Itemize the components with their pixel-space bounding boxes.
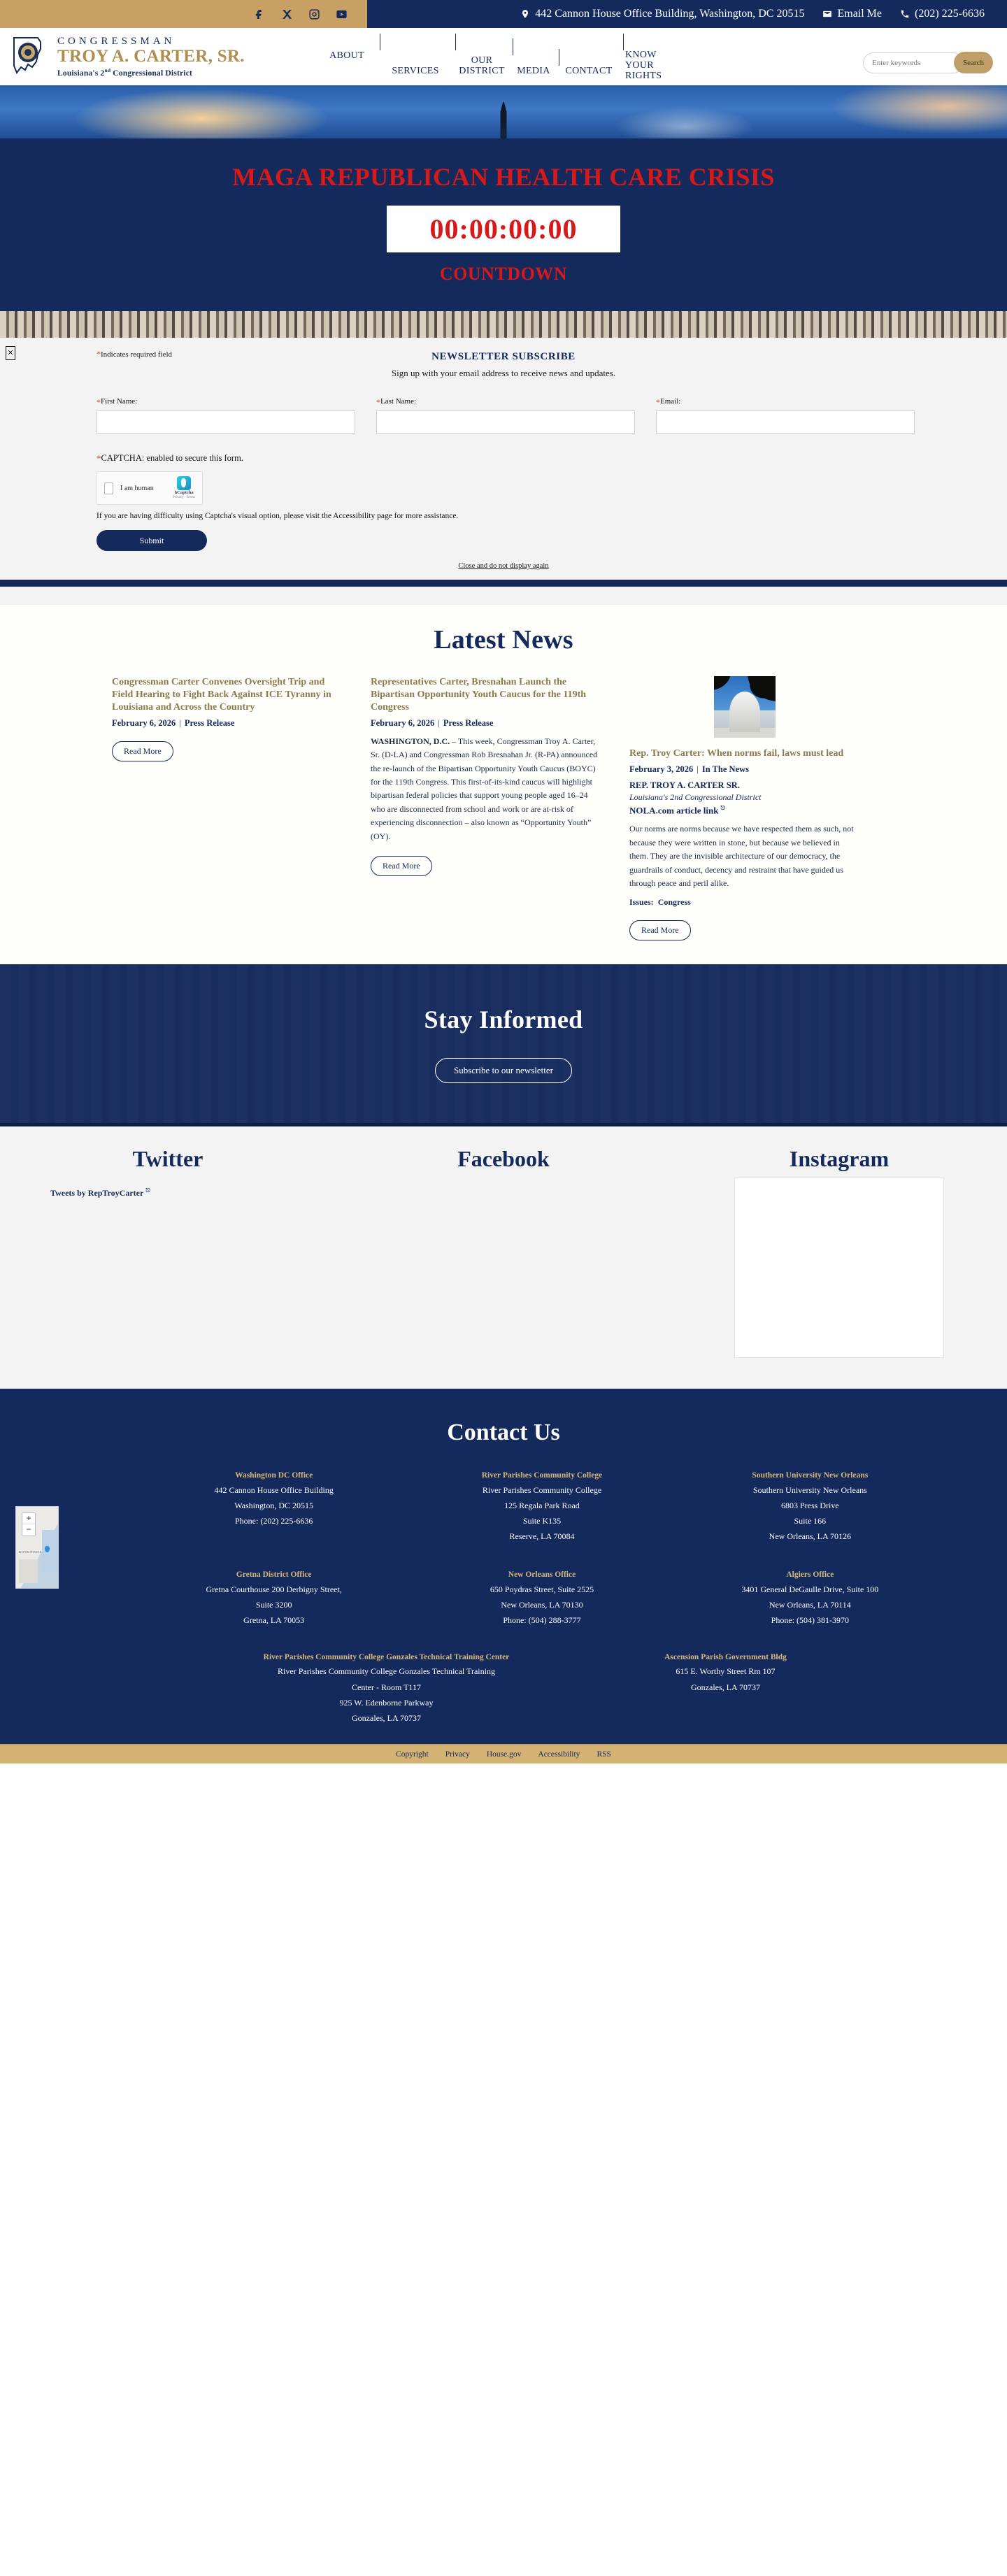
first-name-field-group <box>97 397 355 434</box>
last-name-input[interactable] <box>376 410 635 434</box>
office-name: Washington DC Office <box>235 1471 313 1480</box>
office-card <box>140 1470 408 1544</box>
countdown-banner <box>0 138 1007 311</box>
office-card <box>408 1470 676 1544</box>
phone-icon <box>900 9 910 19</box>
hcaptcha-checkbox[interactable] <box>104 482 113 494</box>
office-line: 615 E. Worthy Street Rm 107 <box>676 1666 776 1677</box>
office-line: 925 W. Edenborne Parkway <box>339 1697 434 1708</box>
offices-grid <box>63 1470 944 1628</box>
search-button[interactable]: Search <box>954 52 993 73</box>
office-line: River Parishes Community College Gonzales Technical Training <box>278 1666 495 1677</box>
newsletter-subscribe-panel <box>0 338 1007 605</box>
nav-label-about: ABOUT <box>329 50 364 61</box>
twitter-feed-title: Twitter <box>132 1146 203 1172</box>
required-star: * <box>97 397 101 407</box>
envelope-icon <box>822 9 832 19</box>
footer-legal-bar <box>0 1744 1007 1763</box>
captcha-label <box>97 453 1007 464</box>
x-twitter-icon[interactable] <box>281 8 293 20</box>
countdown-subtitle: COUNTDOWN <box>439 264 568 284</box>
search-input[interactable] <box>863 52 964 73</box>
office-line: Gonzales, LA 70737 <box>691 1682 760 1692</box>
first-name-input[interactable] <box>97 410 355 434</box>
office-line: 650 Poydras Street, Suite 2525 <box>490 1584 594 1594</box>
office-line: Suite 3200 <box>255 1599 292 1610</box>
top-utility-bar <box>0 0 1007 28</box>
twitter-feed-column <box>0 1146 336 1358</box>
news-category: In The News <box>701 764 749 774</box>
map-region <box>19 1559 38 1584</box>
capitol-dome-thumbnail[interactable] <box>714 676 776 738</box>
map-pin-icon <box>520 9 530 19</box>
nav-label-media: MEDIA <box>517 65 550 76</box>
nav-item-services[interactable] <box>378 66 453 76</box>
facebook-feed-column <box>336 1146 671 1358</box>
nav-item-know-your-rights[interactable] <box>621 50 681 81</box>
office-line: Reserve, LA 70084 <box>509 1531 575 1542</box>
captcha-help-text: If you are having difficulty using Captcha's visual option, please visit the Accessibility page for more assistance. <box>97 512 459 520</box>
section-divider <box>0 580 1007 587</box>
nav-label-know-your-rights: KNOW YOUR RIGHTS <box>625 49 662 81</box>
office-line: New Orleans, LA 70114 <box>769 1599 851 1610</box>
washington-monument-silhouette <box>501 102 507 138</box>
office-name: Gretna District Office <box>236 1570 312 1580</box>
site-search <box>863 52 993 73</box>
youtube-icon[interactable] <box>336 8 348 20</box>
read-more-button[interactable]: Read More <box>629 920 691 940</box>
map-zoom-controls <box>22 1512 36 1536</box>
nav-separator <box>455 34 456 50</box>
required-star: * <box>376 397 380 407</box>
external-link-icon: ⎋ <box>720 804 725 811</box>
email-me-link[interactable] <box>822 8 882 20</box>
subscribe-newsletter-button[interactable]: Subscribe to our newsletter <box>435 1058 572 1083</box>
news-date: February 3, 2026 <box>629 764 694 774</box>
instagram-embed-frame[interactable] <box>734 1178 944 1358</box>
news-headline[interactable]: Rep. Troy Carter: When norms fail, laws must lead <box>629 748 844 759</box>
office-name: New Orleans Office <box>508 1570 576 1580</box>
office-line: Washington, DC 20515 <box>234 1500 314 1510</box>
office-line: Center - Room T117 <box>352 1682 421 1692</box>
office-card <box>556 1652 895 1726</box>
office-name: Ascension Parish Government Bldg <box>664 1653 787 1662</box>
required-field-text: Indicates required field <box>101 350 173 359</box>
news-body <box>371 735 601 844</box>
news-body: Our norms are norms because we have respected them as such, not because they were written in stone, but because we believed in them. They are the invisible architecture of our democracy, the guardrails of conduct, decency and restraint that have guided us through peace and peril alike. <box>629 824 854 888</box>
office-line: New Orleans, LA 70130 <box>501 1599 583 1610</box>
contact-utility-info <box>367 0 1007 28</box>
hcaptcha-brand-name: hCaptcha <box>174 490 194 496</box>
news-card <box>371 676 629 940</box>
office-line: Phone: (504) 288-3777 <box>503 1615 581 1626</box>
newsletter-heading: NEWSLETTER SUBSCRIBE <box>431 351 576 362</box>
footer-link-rss[interactable]: RSS <box>597 1750 611 1759</box>
news-dateline: WASHINGTON, D.C. <box>371 736 450 746</box>
required-star: * <box>656 397 660 407</box>
instagram-feed-column <box>671 1146 1007 1358</box>
office-line: River Parishes Community College <box>482 1484 602 1495</box>
nav-item-media[interactable] <box>510 66 557 76</box>
facebook-icon[interactable] <box>254 8 266 20</box>
countdown-timer: 00:00:00:00 <box>387 206 621 252</box>
office-line: Gonzales, LA 70737 <box>352 1713 421 1724</box>
last-name-field-group <box>376 397 635 434</box>
first-name-label: *First Name: <box>97 397 138 407</box>
contact-title: Contact Us <box>447 1419 560 1446</box>
louisiana-seal-icon <box>10 34 52 80</box>
office-name: Southern University New Orleans <box>752 1471 869 1480</box>
nav-item-about[interactable] <box>316 50 378 61</box>
news-author-district: Louisiana's 2nd Congressional District <box>629 792 762 802</box>
hcaptcha-branding <box>173 476 195 499</box>
news-card <box>629 676 888 940</box>
news-body-text: – This week, Congressman Troy A. Carter, Sr. (D-LA) and Congressman Rob Bresnahan Jr. (R-PA) announced the re-launch of the Bipartisan Opportunity Youth Caucus (BOYC) for the 119th Congress. This first-of-its-kind caucus will highlight bipartisan federal policies that support young people aged 16–24 who are disconnected from school and work or are at-risk of experiencing disconnection – also known as “Opportunity Youth” (OY). <box>371 736 598 841</box>
latest-news-section <box>0 605 1007 964</box>
email-input[interactable] <box>656 410 915 434</box>
office-card <box>217 1652 556 1726</box>
news-meta: February 6, 2026 | Press Release <box>371 717 494 728</box>
nav-item-our-district[interactable] <box>453 55 510 76</box>
social-feeds-section <box>0 1126 1007 1389</box>
office-line: Phone: (202) 225-6636 <box>235 1516 313 1526</box>
facebook-feed-title: Facebook <box>457 1146 550 1172</box>
news-meta: February 6, 2026 | Press Release <box>112 717 235 728</box>
instagram-feed-title: Instagram <box>789 1146 890 1172</box>
offices-grid-row3 <box>112 1652 895 1726</box>
close-icon[interactable]: ✕ <box>6 346 15 360</box>
news-date: February 6, 2026 <box>112 717 176 728</box>
office-line: Phone: (504) 381-3970 <box>771 1615 849 1626</box>
last-name-label: *Last Name: <box>376 397 417 407</box>
logo-line-district: Louisiana's 2nd Congressional District <box>57 66 193 78</box>
hcaptcha-logo-icon <box>177 476 191 490</box>
external-link-icon: ⎋ <box>145 1187 150 1194</box>
hcaptcha-widget[interactable] <box>97 471 203 505</box>
hcaptcha-privacy-terms[interactable]: Privacy - Terms <box>173 496 195 500</box>
hcaptcha-checkbox-label: I am human <box>120 484 154 492</box>
news-meta: February 3, 2026 | In The News <box>629 764 749 774</box>
newsletter-submit-button[interactable]: Submit <box>97 530 207 551</box>
footer-link-housegov[interactable]: House.gov <box>486 1750 522 1759</box>
map-zoom-out-button[interactable]: − <box>26 1524 31 1535</box>
office-line: Southern University New Orleans <box>752 1484 867 1495</box>
read-more-button[interactable]: Read More <box>371 856 432 876</box>
external-article-link[interactable]: NOLA.com article link ⎋ <box>629 804 725 816</box>
site-logo[interactable] <box>10 34 303 80</box>
tweets-by-link[interactable]: Tweets by RepTroyCarter ⎋ <box>50 1187 150 1198</box>
office-line: 125 Regala Park Road <box>504 1500 580 1510</box>
email-me-label: Email Me <box>837 8 883 20</box>
countdown-title: MAGA REPUBLICAN HEALTH CARE CRISIS <box>232 163 775 191</box>
phone-link[interactable] <box>900 8 985 20</box>
phone-number: (202) 225-6636 <box>915 8 985 20</box>
office-address[interactable] <box>520 8 804 20</box>
office-name: Algiers Office <box>786 1570 834 1580</box>
social-links <box>0 0 367 28</box>
map-water <box>42 1530 58 1572</box>
news-card <box>112 676 371 940</box>
instagram-icon[interactable] <box>308 8 320 20</box>
office-card <box>676 1470 944 1544</box>
news-category: Press Release <box>184 717 235 728</box>
news-date: February 6, 2026 <box>371 717 435 728</box>
office-card <box>408 1569 676 1628</box>
news-headline[interactable]: Representatives Carter, Bresnahan Launch the Bipartisan Opportunity Youth Caucus for the 119th Congress <box>371 677 587 713</box>
site-header <box>0 28 1007 85</box>
office-line: Gretna, LA 70053 <box>243 1615 305 1626</box>
news-headline[interactable]: Congressman Carter Convenes Oversight Trip and Field Hearing to Fight Back Against ICE Tyranny in Louisiana and Across the Country <box>112 677 331 713</box>
office-line: 3401 General DeGaulle Drive, Suite 100 <box>741 1584 879 1594</box>
office-name: River Parishes Community College <box>481 1471 603 1480</box>
captcha-label-text: CAPTCHA: enabled to secure this form. <box>101 453 243 463</box>
logo-line-name: TROY A. CARTER, SR. <box>57 47 245 66</box>
office-line: 6803 Press Drive <box>780 1500 839 1510</box>
email-label: *Email: <box>656 397 681 407</box>
news-author: REP. TROY A. CARTER SR. <box>629 780 740 790</box>
office-card <box>676 1569 944 1628</box>
nav-label-our-district: OUR DISTRICT <box>459 55 505 76</box>
required-star: * <box>97 349 101 359</box>
latest-news-title: Latest News <box>434 625 573 654</box>
footer-link-copyright[interactable]: Copyright <box>396 1750 429 1759</box>
nav-separator <box>623 34 624 50</box>
newsletter-dismiss-link[interactable]: Close and do not display again <box>458 562 549 570</box>
office-name: River Parishes Community College Gonzales Technical Training Center <box>263 1653 510 1662</box>
office-line: New Orleans, LA 70126 <box>769 1531 851 1542</box>
map-city-label: BATON ROUGE <box>19 1550 42 1554</box>
email-field-group <box>656 397 915 434</box>
nav-label-services: SERVICES <box>392 65 439 76</box>
required-star: * <box>97 453 101 464</box>
capitol-colonnade-photo <box>0 311 1007 338</box>
nav-item-contact[interactable] <box>557 66 621 76</box>
contact-section <box>0 1389 1007 1744</box>
read-more-button[interactable]: Read More <box>112 741 173 761</box>
map-zoom-in-button[interactable]: + <box>22 1513 35 1524</box>
office-line: 442 Cannon House Office Building <box>214 1484 334 1495</box>
footer-link-accessibility[interactable]: Accessibility <box>538 1750 580 1759</box>
footer-link-privacy[interactable]: Privacy <box>445 1750 470 1759</box>
office-line: Gretna Courthouse 200 Derbigny Street, <box>206 1584 342 1594</box>
stay-informed-title: Stay Informed <box>424 1005 583 1033</box>
logo-wordmark <box>57 36 245 78</box>
office-card <box>140 1569 408 1628</box>
district-map-widget[interactable] <box>15 1506 59 1589</box>
news-issues: Issues: Congress <box>629 897 691 908</box>
news-card-grid <box>98 676 909 940</box>
news-category: Press Release <box>443 717 494 728</box>
logo-line-congressman: CONGRESSMAN <box>57 35 176 47</box>
office-address-text: 442 Cannon House Office Building, Washington, DC 20515 <box>535 8 805 20</box>
newsletter-subheading: Sign up with your email address to receive news and updates. <box>391 368 616 378</box>
office-line: Suite 166 <box>794 1516 827 1526</box>
hero-sky-photo <box>0 85 1007 138</box>
stay-informed-section <box>0 964 1007 1126</box>
office-line: Suite K135 <box>522 1516 562 1526</box>
nav-label-contact: CONTACT <box>565 65 613 76</box>
newsletter-fields <box>97 397 1007 434</box>
